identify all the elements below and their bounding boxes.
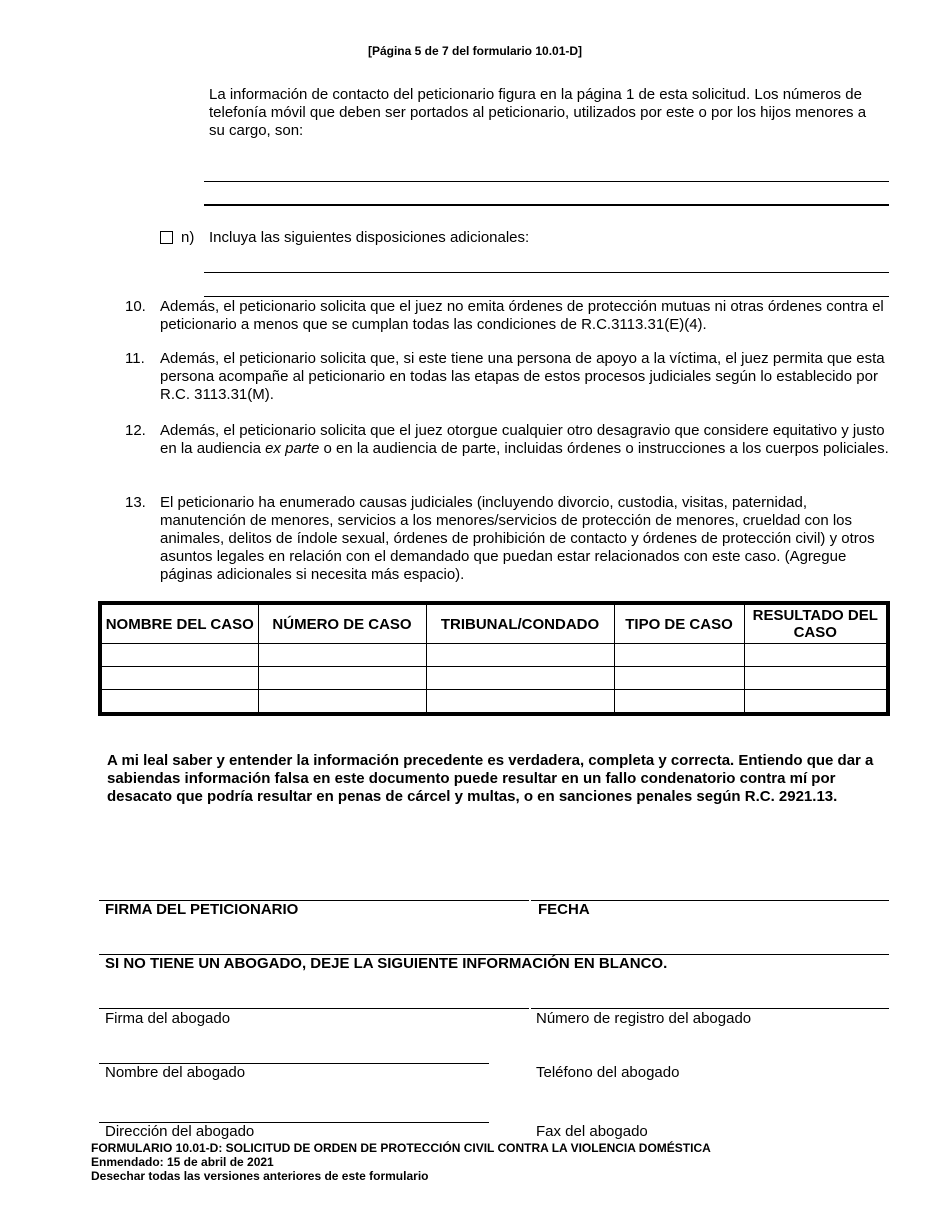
- page-header: [Página 5 de 7 del formulario 10.01-D]: [367, 44, 583, 58]
- col-header-case-name: NOMBRE DEL CASO: [100, 603, 258, 644]
- attorney-signature-label: Firma del abogado: [105, 1010, 231, 1027]
- item-n-text: Incluya las siguientes disposiciones adicionales:: [209, 229, 530, 246]
- attorney-address-label: Dirección del abogado: [105, 1123, 255, 1140]
- item-12-text-italic: ex parte: [265, 440, 320, 457]
- phone-line-1[interactable]: [204, 181, 889, 182]
- additional-provisions-line-1[interactable]: [204, 272, 889, 273]
- table-cell[interactable]: [258, 644, 426, 667]
- phone-line-2[interactable]: [204, 204, 889, 206]
- attorney-signature-line[interactable]: [99, 1008, 529, 1009]
- attorney-fax-label: Fax del abogado: [536, 1123, 648, 1140]
- item-10-number: 10.: [125, 298, 146, 315]
- col-header-case-type: TIPO DE CASO: [614, 603, 744, 644]
- table-row: [100, 667, 888, 690]
- declaration-statement: A mi leal saber y entender la información precedente es verdadera, completa y correcta. Entiendo que dar a sabiendas información falsa en este documento puede resultar en un fallo condenatorio contra mí por desacato que podría resultar en penas de cárcel y multas, o en sanciones penales según R.C. 2921.13.: [107, 752, 874, 805]
- item-13-number: 13.: [125, 494, 146, 511]
- table-cell[interactable]: [426, 667, 614, 690]
- item-12-text-b: o en la audiencia de parte, incluidas órdenes o instrucciones a los cuerpos policiales.: [319, 440, 889, 457]
- table-cell[interactable]: [426, 644, 614, 667]
- footer-amended-date: Enmendado: 15 de abril de 2021: [91, 1155, 274, 1169]
- item-11-number: 11.: [125, 350, 145, 367]
- cases-table: [98, 601, 890, 716]
- attorney-reg-line[interactable]: [531, 1008, 889, 1009]
- item-13-text: El peticionario ha enumerado causas judiciales (incluyendo divorcio, custodia, visitas, paternidad, manutención de menores, servicios a los menores/servicios de protección de menores, crueldad con los animales, delitos de índole sexual, órdenes de prohibición de contacto y órdenes de protección civil) y otros asuntos legales en relación con el demandado que puedan estar relacionados con este caso. (Agregue páginas adicionales si necesita más espacio).: [160, 494, 875, 583]
- petitioner-signature-label: FIRMA DEL PETICIONARIO: [105, 901, 299, 918]
- attorney-phone-label: Teléfono del abogado: [536, 1064, 680, 1081]
- contact-info-paragraph: La información de contacto del peticionario figura en la página 1 de esta solicitud. Los números de telefonía móvil que deben ser portados al peticionario, utilizados por este o por los hijos menores a su cargo, son:: [209, 86, 867, 139]
- table-row: [100, 690, 888, 715]
- table-cell[interactable]: [100, 644, 258, 667]
- table-cell[interactable]: [744, 644, 888, 667]
- attorney-reg-label: Número de registro del abogado: [536, 1010, 752, 1027]
- footer-form-title: FORMULARIO 10.01-D: SOLICITUD DE ORDEN DE PROTECCIÓN CIVIL CONTRA LA VIOLENCIA DOMÉSTICA: [91, 1141, 711, 1155]
- table-cell[interactable]: [100, 690, 258, 715]
- item-11-text: Además, el peticionario solicita que, si este tiene una persona de apoyo a la víctima, el juez permita que esta persona acompañe al peticionario en todas las etapas de estos procesos judiciales según lo establecido por R.C. 3113.31(M).: [160, 350, 885, 403]
- footer-discard-notice: Desechar todas las versiones anteriores de este formulario: [91, 1169, 429, 1183]
- item-12-text-a: Además, el peticionario solicita que el juez otorgue cualquier otro desagravio que considere equitativo y justo en la audiencia: [160, 422, 885, 457]
- item-12-number: 12.: [125, 422, 146, 439]
- col-header-case-result: RESULTADO DEL CASO: [744, 603, 888, 644]
- table-cell[interactable]: [614, 667, 744, 690]
- table-cell[interactable]: [258, 667, 426, 690]
- item-12-text: [160, 422, 890, 458]
- table-cell[interactable]: [426, 690, 614, 715]
- item-10-text: Además, el peticionario solicita que el juez no emita órdenes de protección mutuas ni otras órdenes contra el peticionario a menos que se cumplan todas las condiciones de R.C.3113.31(E)(4).: [160, 298, 884, 333]
- no-attorney-notice: SI NO TIENE UN ABOGADO, DEJE LA SIGUIENTE INFORMACIÓN EN BLANCO.: [105, 955, 668, 972]
- attorney-name-label: Nombre del abogado: [105, 1064, 246, 1081]
- table-cell[interactable]: [744, 690, 888, 715]
- table-row: [100, 644, 888, 667]
- date-label: FECHA: [538, 901, 590, 918]
- additional-provisions-line-2[interactable]: [204, 296, 889, 297]
- table-cell[interactable]: [744, 667, 888, 690]
- form-footer: [91, 1141, 711, 1183]
- table-cell[interactable]: [258, 690, 426, 715]
- item-n-label: n): [181, 229, 195, 246]
- table-cell[interactable]: [614, 644, 744, 667]
- col-header-court-county: TRIBUNAL/CONDADO: [426, 603, 614, 644]
- table-cell[interactable]: [614, 690, 744, 715]
- col-header-case-number: NÚMERO DE CASO: [258, 603, 426, 644]
- checkbox-item-n[interactable]: [160, 231, 173, 244]
- table-cell[interactable]: [100, 667, 258, 690]
